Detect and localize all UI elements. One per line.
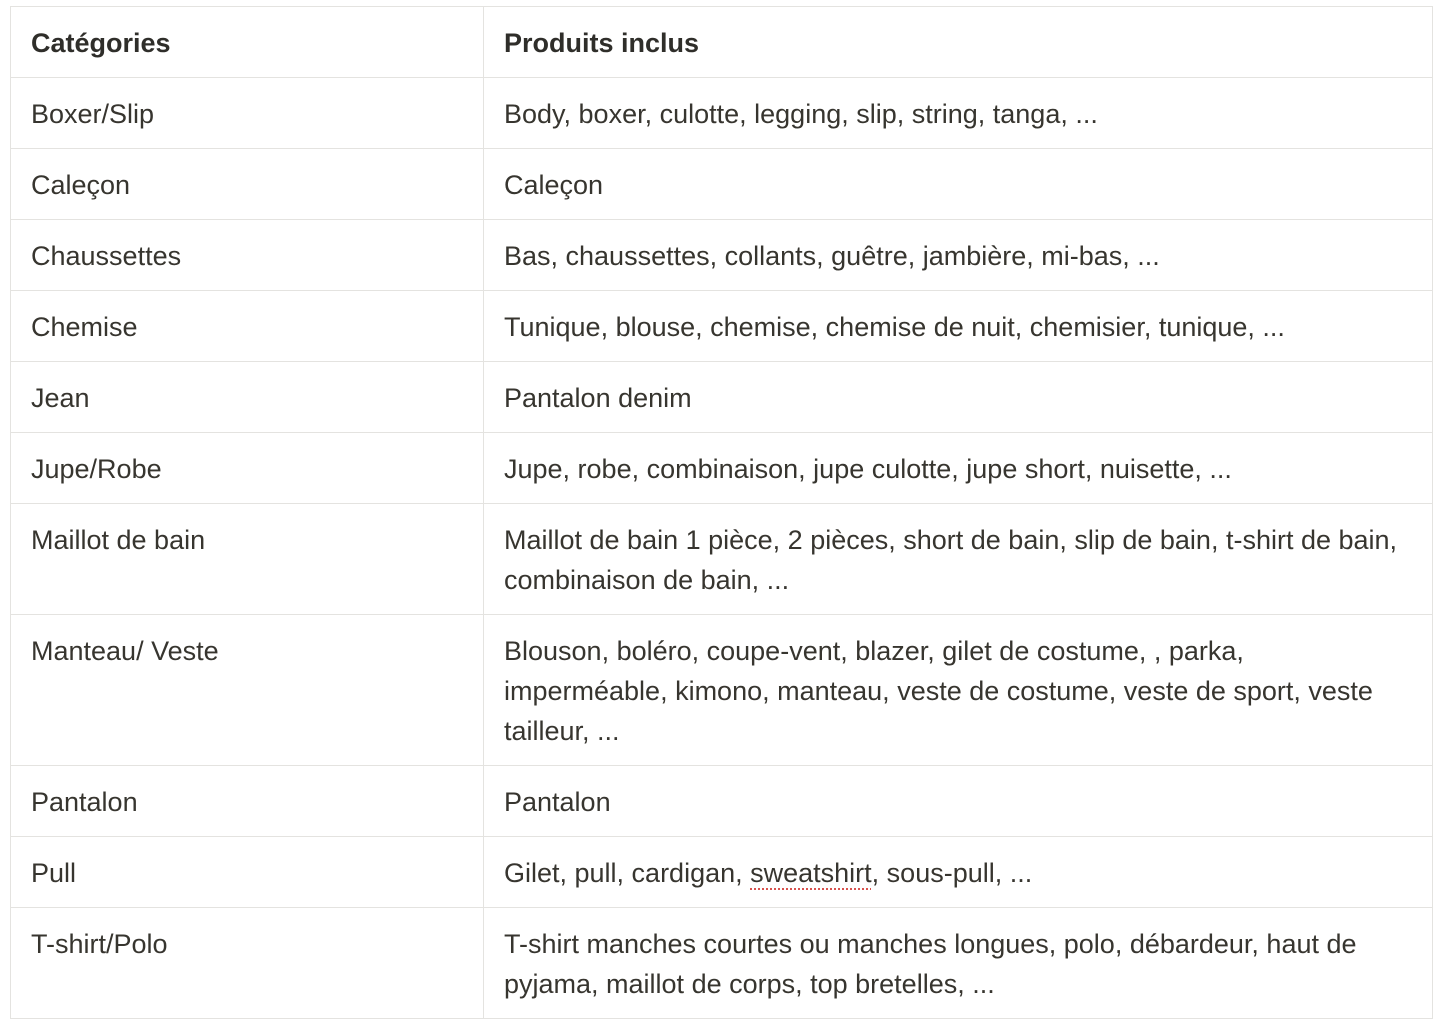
header-categories[interactable]: Catégories [11,7,484,78]
table-row [11,908,1433,1019]
category-cell[interactable]: Pantalon [11,766,484,837]
table-row [11,615,1433,766]
category-cell[interactable]: Chaussettes [11,220,484,291]
table-row [11,291,1433,362]
products-cell[interactable]: Tunique, blouse, chemise, chemise de nuit, chemisier, tunique, ... [484,291,1433,362]
products-cell[interactable]: Maillot de bain 1 pièce, 2 pièces, short de bain, slip de bain, t-shirt de bain, combinaison de bain, ... [484,504,1433,615]
table-row [11,362,1433,433]
products-cell[interactable]: Blouson, boléro, coupe-vent, blazer, gilet de costume, , parka, imperméable, kimono, manteau, veste de costume, veste de sport, veste tailleur, ... [484,615,1433,766]
table-row [11,220,1433,291]
category-cell[interactable]: Chemise [11,291,484,362]
product-categories-table [10,6,1433,1019]
category-cell[interactable]: T-shirt/Polo [11,908,484,1019]
table-header-row [11,7,1433,78]
products-cell[interactable]: Jupe, robe, combinaison, jupe culotte, jupe short, nuisette, ... [484,433,1433,504]
products-cell[interactable]: Body, boxer, culotte, legging, slip, string, tanga, ... [484,78,1433,149]
products-text-before: Gilet, pull, cardigan, [504,858,751,888]
products-cell[interactable]: Caleçon [484,149,1433,220]
products-text-after: , sous-pull, ... [871,858,1033,888]
product-categories-table-container [10,6,1432,1019]
table-row [11,504,1433,615]
category-cell[interactable]: Manteau/ Veste [11,615,484,766]
products-cell[interactable]: T-shirt manches courtes ou manches longues, polo, débardeur, haut de pyjama, maillot de corps, top bretelles, ... [484,908,1433,1019]
table-row [11,837,1433,908]
category-cell[interactable]: Boxer/Slip [11,78,484,149]
category-cell[interactable]: Jupe/Robe [11,433,484,504]
table-row [11,78,1433,149]
products-cell[interactable]: Pantalon denim [484,362,1433,433]
products-cell[interactable]: Bas, chaussettes, collants, guêtre, jambière, mi-bas, ... [484,220,1433,291]
spellcheck-flagged-word[interactable]: sweatshirt [750,858,872,888]
table-row [11,766,1433,837]
header-products[interactable]: Produits inclus [484,7,1433,78]
products-cell[interactable] [484,837,1433,908]
category-cell[interactable]: Jean [11,362,484,433]
table-row [11,433,1433,504]
products-cell[interactable]: Pantalon [484,766,1433,837]
category-cell[interactable]: Maillot de bain [11,504,484,615]
category-cell[interactable]: Pull [11,837,484,908]
table-row [11,149,1433,220]
category-cell[interactable]: Caleçon [11,149,484,220]
